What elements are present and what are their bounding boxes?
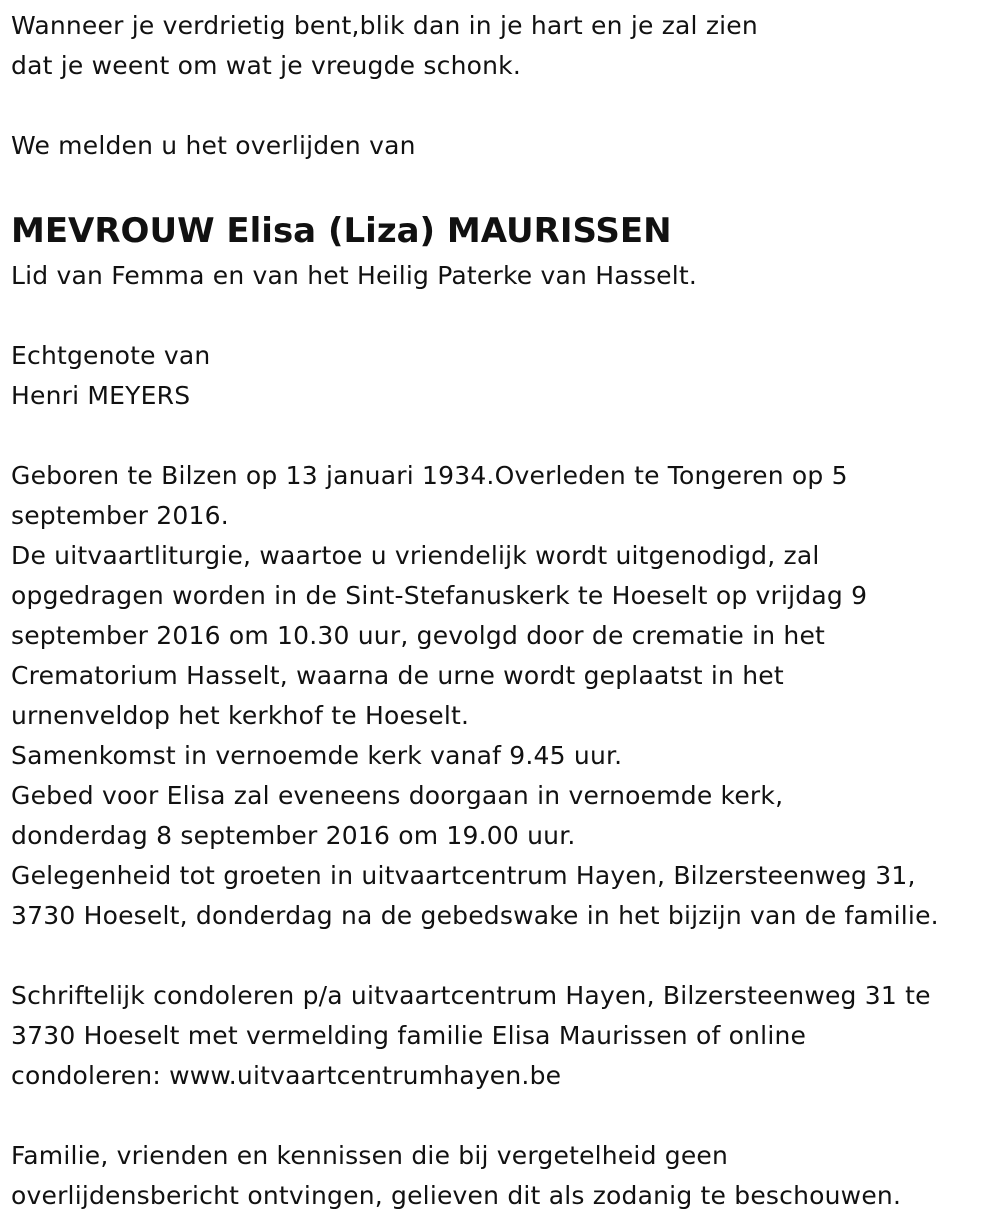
closing-line: overlijdensbericht ontvingen, gelieven dit als zodanig te beschouwen. xyxy=(11,1181,902,1210)
condolences-line: 3730 Hoeselt met vermelding familie Elisa Maurissen of online xyxy=(11,1021,807,1050)
details-line: De uitvaartliturgie, waartoe u vriendelijk wordt uitgenodigd, zal xyxy=(11,541,820,570)
quote-line: dat je weent om wat je vreugde schonk. xyxy=(11,51,521,80)
deceased-name: MEVROUW Elisa (Liza) MAURISSEN xyxy=(11,211,672,251)
condolences-line: condoleren: www.uitvaartcentrumhayen.be xyxy=(11,1061,562,1090)
spouse-block xyxy=(11,336,996,416)
spouse-name: Henri MEYERS xyxy=(11,381,191,410)
spouse-label: Echtgenote van xyxy=(11,341,211,370)
condolences-line: Schriftelijk condoleren p/a uitvaartcentrum Hayen, Bilzersteenweg 31 te xyxy=(11,981,931,1010)
details-line: Geboren te Bilzen op 13 januari 1934.Overleden te Tongeren op 5 xyxy=(11,461,848,490)
spacer xyxy=(11,166,996,204)
spacer xyxy=(11,1096,996,1136)
condolences-block xyxy=(11,976,996,1096)
details-line: urnenveldop het kerkhof te Hoeselt. xyxy=(11,701,470,730)
spacer xyxy=(11,936,996,976)
details-line: Gelegenheid tot groeten in uitvaartcentrum Hayen, Bilzersteenweg 31, xyxy=(11,861,916,890)
spacer xyxy=(11,416,996,456)
spacer xyxy=(11,86,996,126)
spacer xyxy=(11,296,996,336)
details-line: Gebed voor Elisa zal eveneens doorgaan in vernoemde kerk, xyxy=(11,781,784,810)
obituary-document xyxy=(11,6,996,1216)
details-line: 3730 Hoeselt, donderdag na de gebedswake in het bijzijn van de familie. xyxy=(11,901,939,930)
details-block xyxy=(11,456,996,936)
quote-block xyxy=(11,6,996,86)
details-line: Samenkomst in vernoemde kerk vanaf 9.45 uur. xyxy=(11,741,623,770)
details-line: september 2016 om 10.30 uur, gevolgd door de crematie in het xyxy=(11,621,826,650)
closing-block xyxy=(11,1136,996,1216)
details-line: september 2016. xyxy=(11,501,229,530)
closing-line: Familie, vrienden en kennissen die bij vergetelheid geen xyxy=(11,1141,729,1170)
details-line: opgedragen worden in de Sint-Stefanuskerk te Hoeselt op vrijdag 9 xyxy=(11,581,868,610)
announcement-text: We melden u het overlijden van xyxy=(11,131,416,160)
details-line: Crematorium Hasselt, waarna de urne wordt geplaatst in het xyxy=(11,661,784,690)
details-line: donderdag 8 september 2016 om 19.00 uur. xyxy=(11,821,576,850)
membership-text: Lid van Femma en van het Heilig Paterke van Hasselt. xyxy=(11,261,698,290)
quote-line: Wanneer je verdrietig bent,blik dan in je hart en je zal zien xyxy=(11,11,758,40)
